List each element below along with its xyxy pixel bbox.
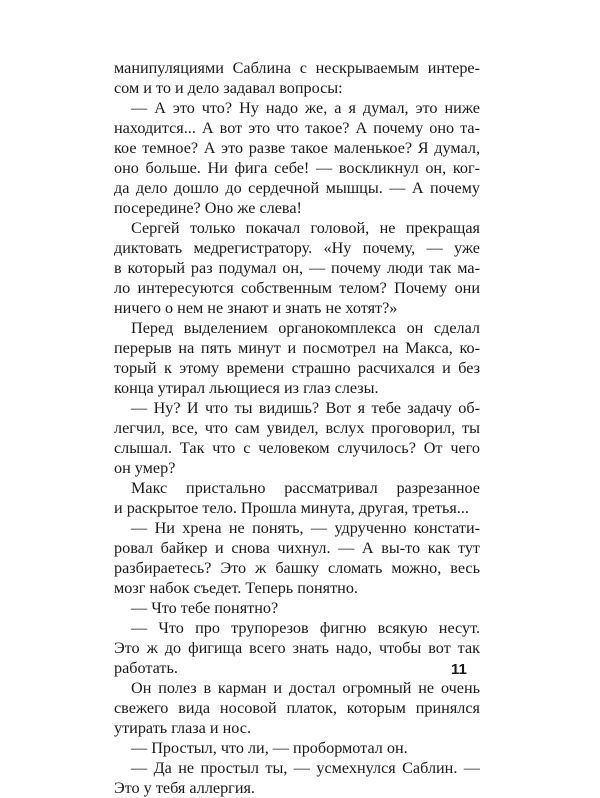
- text-line: посередине? Оно же слева!: [114, 199, 302, 217]
- text-line: конца утирал льющиеся из глаз слезы.: [114, 379, 379, 397]
- text-line: и раскрытое тело. Прошла минута, другая, третья...: [114, 499, 469, 517]
- text-line: он умер?: [114, 459, 176, 477]
- text-line: сом и то и дело задавал вопросы:: [114, 79, 343, 97]
- text-line: разбираетесь? Это ж башку сломать можно, весь: [114, 559, 480, 577]
- text-line: ничего о нем не знают и знать не хотят?»: [114, 299, 398, 317]
- text-line: ровал байкер и снова чихнул. — А вы-то как тут: [114, 539, 480, 557]
- text-line: манипуляциями Саблина с нескрываемым интере-: [114, 59, 480, 77]
- text-line: утирать глаза и нос.: [114, 719, 252, 737]
- text-line: торый к этому времени страшно расчихался и без: [114, 359, 480, 377]
- text-line: Это у тебя аллергия.: [114, 779, 255, 797]
- text-line: находится... А вот это что такое? А почему оно та-: [114, 119, 480, 137]
- text-line: — Простыл, что ли, — пробормотал он.: [131, 739, 408, 757]
- text-line: — Ну? И что ты видишь? Вот я тебе задачу об-: [131, 399, 480, 417]
- text-line: — Да не простыл ты, — усмехнулся Саблин. —: [131, 759, 480, 777]
- text-line: мозг набок съедет. Теперь понятно.: [114, 579, 358, 597]
- text-line: Сергей только покачал головой, не прекращая: [131, 219, 480, 237]
- text-line: Это ж до фигища всего знать надо, чтобы вот так: [114, 639, 480, 657]
- text-line: Он полез в карман и достал огромный не очень: [131, 679, 480, 697]
- text-line: свежего вида носовой платок, которым принялся: [114, 699, 480, 717]
- text-line: кое темное? А это разве такое маленькое? Я думал,: [114, 139, 480, 157]
- text-line: ло интересуются собственным телом? Почему они: [114, 279, 480, 297]
- page-number: 11: [451, 661, 467, 678]
- text-line: Макс пристально рассматривал разрезанное: [131, 479, 480, 497]
- text-line: Перед выделением органокомплекса он сделал: [131, 319, 480, 337]
- text-line: в который раз подумал он, — почему люди так ма-: [114, 259, 480, 277]
- text-line: работать.: [114, 659, 178, 677]
- text-line: диктовать медрегистратору. «Ну почему, — уже: [114, 239, 480, 257]
- text-line: слышал. Так что с человеком случилось? От чего: [114, 439, 480, 457]
- text-line: легчил, все, что сам увидел, вслух проговорил, ты: [114, 419, 480, 437]
- text-line: перерыв на пять минут и посмотрел на Макса, ко-: [114, 339, 480, 357]
- text-line: — А это что? Ну надо же, а я думал, это ниже: [131, 99, 480, 117]
- text-line: — Что про трупорезов фигню всякую несут.: [131, 619, 480, 637]
- text-line: да дело дошло до сердечной мышцы. — А почему: [114, 179, 480, 197]
- text-line: — Ни хрена не понять, — удрученно констати-: [131, 519, 480, 537]
- text-line: — Что тебе понятно?: [131, 599, 279, 617]
- body-text: [114, 58, 480, 798]
- text-line: оно больше. Ни фига себе! — воскликнул он, ког-: [114, 159, 480, 177]
